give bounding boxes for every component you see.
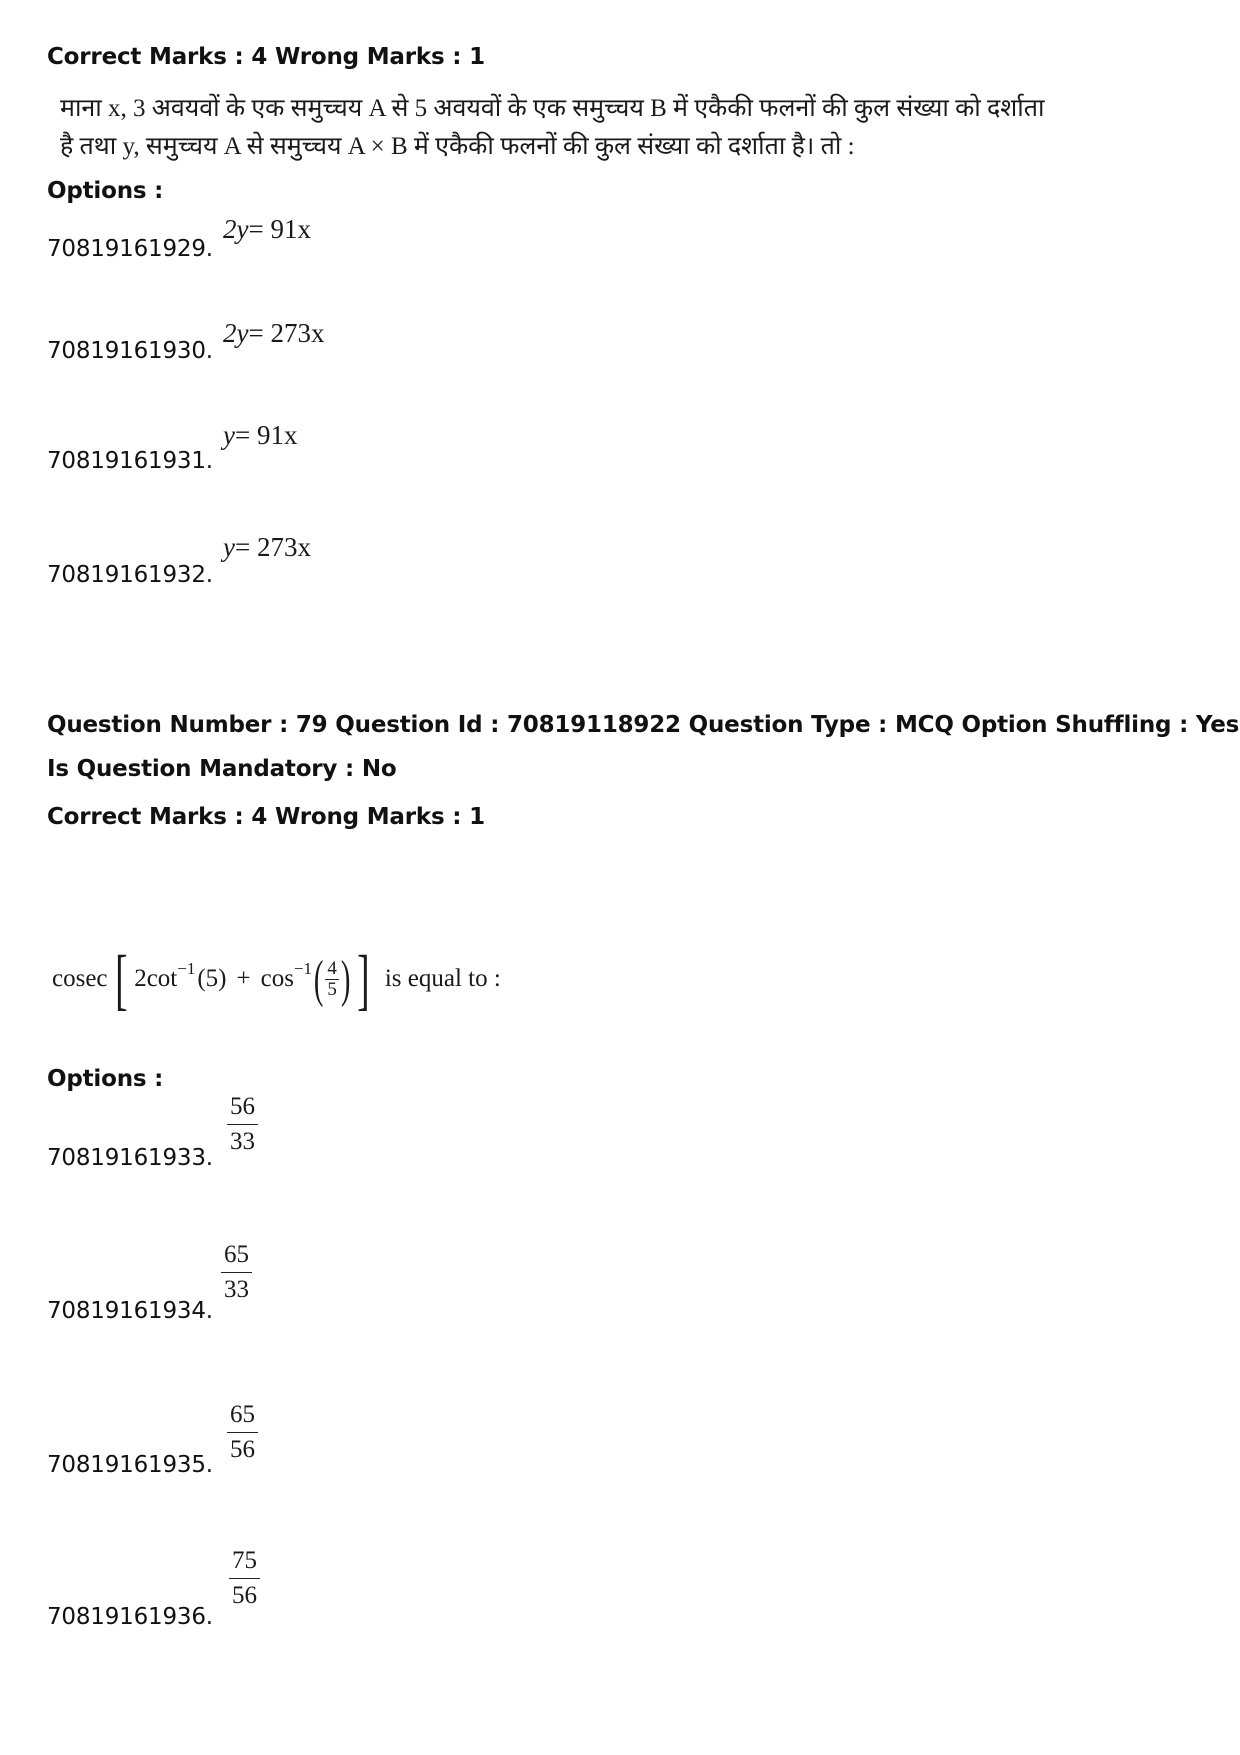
- q79-stem-sup1: −1: [177, 959, 196, 978]
- q78-option-4-id: 70819161932.: [47, 562, 213, 588]
- q79-option-3-den: 56: [230, 1436, 255, 1463]
- q79-stem-fraction: [325, 959, 339, 1000]
- q78-option-2-id: 70819161930.: [47, 338, 213, 364]
- q79-stem-open-bracket: [: [114, 941, 128, 1017]
- q79-stem-frac-den: 5: [327, 978, 337, 1000]
- q79-options-label: Options :: [47, 1066, 164, 1092]
- q79-option-4-fraction: [229, 1546, 260, 1611]
- q78-option-3-lhs: y: [223, 420, 235, 450]
- q79-stem-frac-num: 4: [327, 957, 337, 979]
- q79-stem-tail: is equal to :: [384, 965, 501, 992]
- q79-header: Question Number : 79 Question Id : 70819118922 Question Type : MCQ Option Shuffling : Yes: [47, 712, 1240, 738]
- q79-option-1-den: 33: [230, 1128, 255, 1155]
- q79-stem-sup2: −1: [293, 959, 313, 978]
- q79-stem-open-paren: (: [313, 950, 324, 1008]
- q79-option-3-fraction: [227, 1400, 258, 1465]
- q79-option-1-num: 56: [227, 1092, 258, 1125]
- q79-option-2-id: 70819161934.: [47, 1298, 213, 1324]
- q79-option-3-id: 70819161935.: [47, 1452, 213, 1478]
- q78-stem-line-2: है तथा y, समुच्चय A से समुच्चय A × B में एकैकी फलनों की कुल संख्या को दर्शाता है। तो :: [60, 133, 855, 160]
- q78-option-4-math: [223, 532, 311, 563]
- q78-option-4-rhs: = 273x: [234, 532, 311, 562]
- q79-option-2-den: 33: [224, 1276, 249, 1303]
- q79-option-3-num: 65: [227, 1400, 258, 1433]
- q78-option-1-id: 70819161929.: [47, 236, 213, 262]
- q79-stem-close-bracket: ]: [357, 941, 370, 1017]
- q78-option-1-math: [223, 214, 311, 245]
- q79-option-4-id: 70819161936.: [47, 1604, 213, 1630]
- q79-option-4-den: 56: [232, 1582, 257, 1609]
- q78-option-1-rhs: = 91x: [248, 214, 311, 244]
- q78-option-3-rhs: = 91x: [234, 420, 298, 450]
- q79-option-2-num: 65: [221, 1240, 252, 1273]
- q79-stem-term2: cos: [260, 965, 294, 992]
- q78-option-2-lhs: 2y: [223, 318, 249, 348]
- q79-stem-func: cosec: [52, 965, 108, 992]
- q79-stem-close-paren: ): [340, 950, 351, 1008]
- q79-stem-arg1: (5): [197, 965, 227, 992]
- q78-option-1-lhs: 2y: [223, 214, 249, 244]
- q79-mandatory: Is Question Mandatory : No: [47, 756, 397, 782]
- q79-stem-term1: 2cot: [134, 965, 178, 992]
- q79-stem-plus: +: [236, 965, 251, 992]
- q79-stem: [52, 938, 501, 1020]
- q79-option-1-id: 70819161933.: [47, 1145, 213, 1171]
- q78-option-3-math: [223, 420, 297, 451]
- q78-option-3-id: 70819161931.: [47, 448, 213, 474]
- q78-option-2-rhs: = 273x: [248, 318, 325, 348]
- q79-option-4-num: 75: [229, 1546, 260, 1579]
- q78-option-4-lhs: y: [223, 532, 235, 562]
- q79-marks: Correct Marks : 4 Wrong Marks : 1: [47, 804, 485, 830]
- q78-stem-line-1: माना x, 3 अवयवों के एक समुच्चय A से 5 अवयवों के एक समुच्चय B में एकैकी फलनों की कुल संख्या को दर्शाता: [60, 95, 1045, 122]
- q78-marks: Correct Marks : 4 Wrong Marks : 1: [47, 44, 485, 70]
- q78-options-label: Options :: [47, 178, 164, 204]
- q79-option-2-fraction: [221, 1240, 252, 1305]
- q79-option-1-fraction: [227, 1092, 258, 1157]
- q78-option-2-math: [223, 318, 324, 349]
